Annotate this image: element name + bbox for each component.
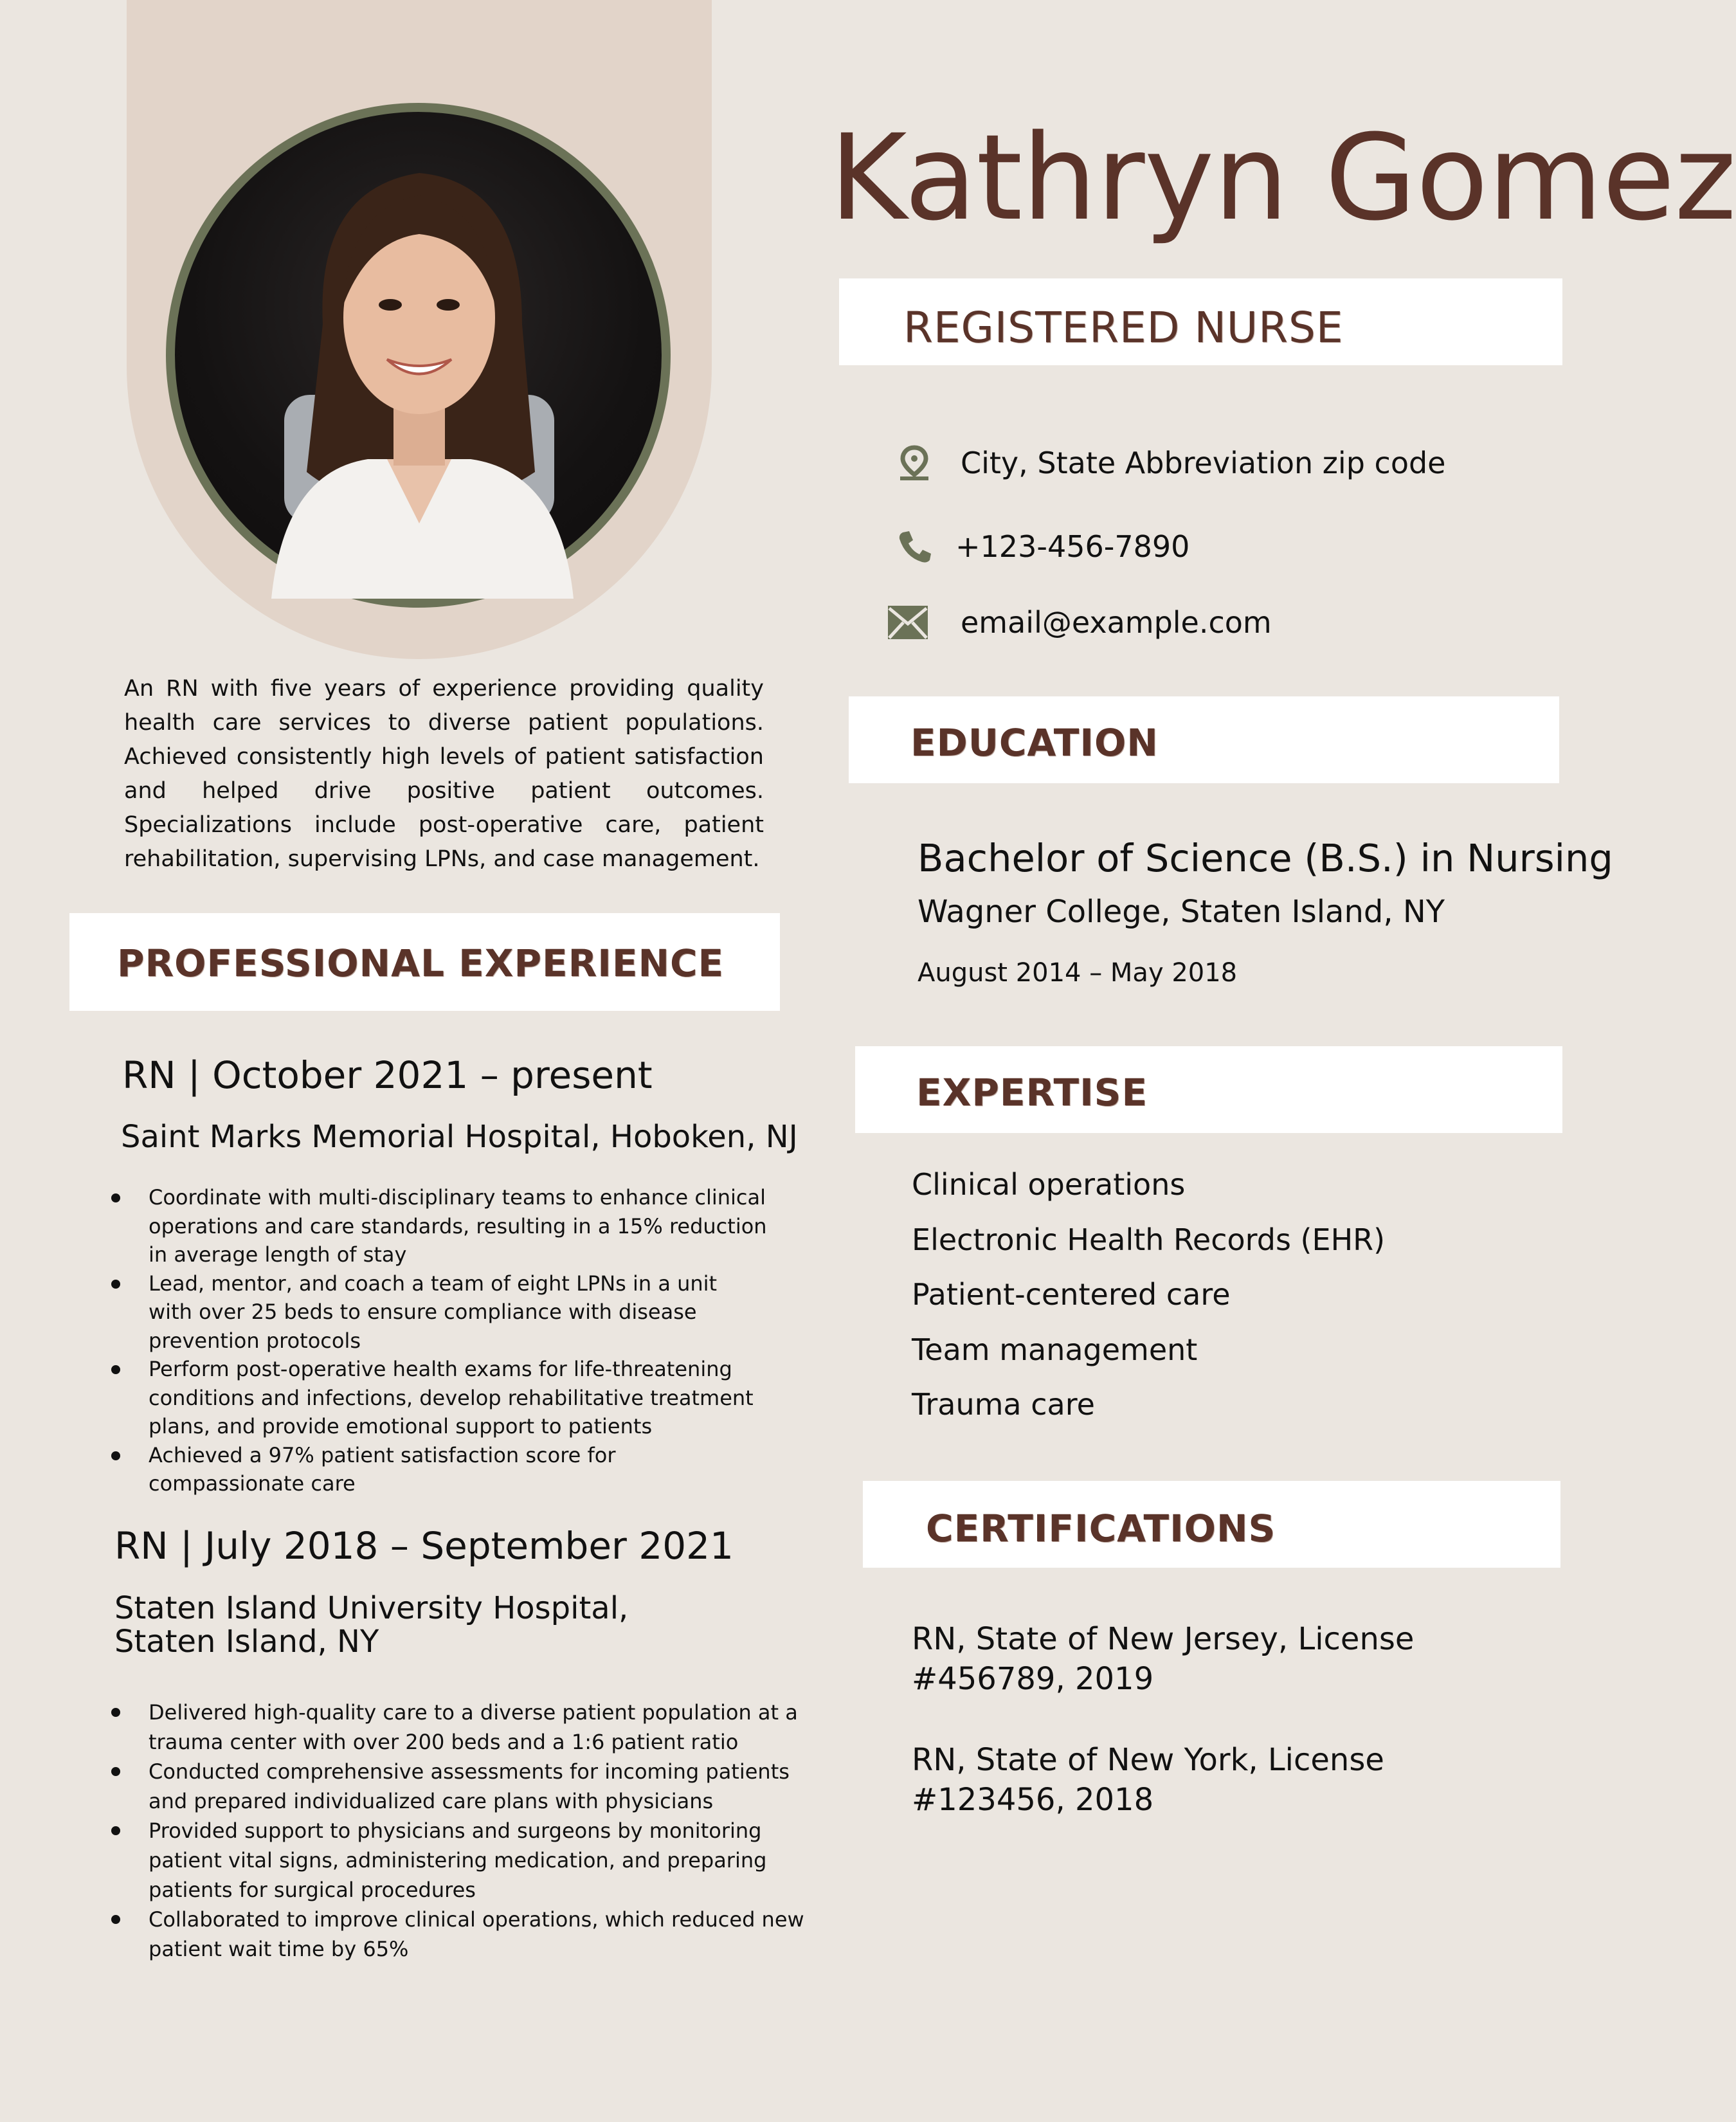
job-title-heading-box bbox=[839, 278, 1562, 365]
job-1-title: RN | October 2021 – present bbox=[122, 1053, 653, 1097]
job-2-bullets bbox=[124, 1698, 806, 1964]
email-text: email@example.com bbox=[961, 605, 1272, 640]
expertise-heading-box bbox=[855, 1046, 1562, 1133]
professional-summary: An RN with five years of experience providing quality health care services to diverse patient populations. Achieved consistently high levels of patient satisfaction and helped drive positive patient outcomes. Specializations include post-operative care, patient rehabilitation, supervising LPNs, and case management. bbox=[124, 676, 764, 872]
job-2-employer-line-1: Staten Island University Hospital, bbox=[114, 1590, 629, 1626]
portrait-illustration bbox=[175, 112, 662, 599]
job-2-employer-line-2: Staten Island, NY bbox=[114, 1624, 379, 1660]
job-2-title: RN | July 2018 – September 2021 bbox=[114, 1524, 734, 1568]
list-item: Lead, mentor, and coach a team of eight LPNs in a unit with over 25 beds to ensure compliance with disease prevention protocols bbox=[124, 1269, 767, 1356]
candidate-name: Kathryn Gomez bbox=[829, 109, 1736, 247]
profile-photo-frame bbox=[166, 103, 671, 608]
experience-heading-box bbox=[69, 913, 780, 1011]
certification-1-line-2: #456789, 2019 bbox=[912, 1661, 1154, 1697]
list-item: Perform post-operative health exams for life-threatening conditions and infections, develop rehabilitative treatment plans, and provide emotional support to patients bbox=[124, 1355, 767, 1441]
expertise-item: Electronic Health Records (EHR) bbox=[912, 1222, 1386, 1257]
certification-1-line-1: RN, State of New Jersey, License bbox=[912, 1621, 1415, 1657]
job-2-employer bbox=[114, 1592, 628, 1658]
location-text: City, State Abbreviation zip code bbox=[961, 446, 1446, 480]
education-heading: EDUCATION bbox=[910, 721, 1159, 765]
certifications-heading: CERTIFICATIONS bbox=[926, 1507, 1276, 1550]
experience-heading: PROFESSIONAL EXPERIENCE bbox=[117, 941, 725, 985]
expertise-item: Clinical operations bbox=[912, 1167, 1186, 1202]
expertise-heading: EXPERTISE bbox=[916, 1071, 1148, 1114]
list-item: Collaborated to improve clinical operations, which reduced new patient wait time by 65% bbox=[124, 1905, 806, 1964]
map-pin-icon bbox=[895, 444, 934, 482]
list-item: Delivered high-quality care to a diverse patient population at a trauma center with over 200 beds and a 1:6 patient ratio bbox=[124, 1698, 806, 1757]
list-item: Provided support to physicians and surgeons by monitoring patient vital signs, administering medication, and preparing patients for surgical procedures bbox=[124, 1816, 806, 1905]
certifications-heading-box bbox=[863, 1481, 1560, 1568]
phone-text: +123-456-7890 bbox=[955, 529, 1190, 564]
expertise-item: Trauma care bbox=[912, 1387, 1095, 1422]
phone-icon bbox=[895, 527, 934, 566]
education-heading-box bbox=[849, 696, 1559, 783]
certification-1 bbox=[912, 1619, 1414, 1699]
list-item: Achieved a 97% patient satisfaction score for compassionate care bbox=[124, 1441, 767, 1498]
job-1-bullets bbox=[124, 1183, 767, 1498]
expertise-item: Team management bbox=[912, 1332, 1198, 1367]
contact-phone bbox=[895, 527, 1189, 566]
list-item: Conducted comprehensive assessments for incoming patients and prepared individualized care plans with physicians bbox=[124, 1757, 806, 1816]
education-school: Wagner College, Staten Island, NY bbox=[918, 894, 1445, 930]
job-title-heading: REGISTERED NURSE bbox=[903, 303, 1344, 352]
education-dates: August 2014 – May 2018 bbox=[918, 958, 1238, 988]
job-1-employer: Saint Marks Memorial Hospital, Hoboken, NJ bbox=[121, 1119, 798, 1155]
contact-email bbox=[889, 603, 1272, 642]
certification-2-line-2: #123456, 2018 bbox=[912, 1782, 1154, 1818]
certification-2 bbox=[912, 1740, 1384, 1820]
education-degree: Bachelor of Science (B.S.) in Nursing bbox=[918, 836, 1613, 880]
expertise-item: Patient-centered care bbox=[912, 1277, 1231, 1312]
expertise-list bbox=[912, 1167, 1385, 1442]
contact-location bbox=[895, 444, 1445, 482]
certification-2-line-1: RN, State of New York, License bbox=[912, 1742, 1384, 1778]
envelope-icon bbox=[889, 603, 927, 642]
list-item: Coordinate with multi-disciplinary teams to enhance clinical operations and care standards, resulting in a 15% reduction in average length of stay bbox=[124, 1183, 767, 1269]
profile-photo bbox=[175, 112, 662, 599]
